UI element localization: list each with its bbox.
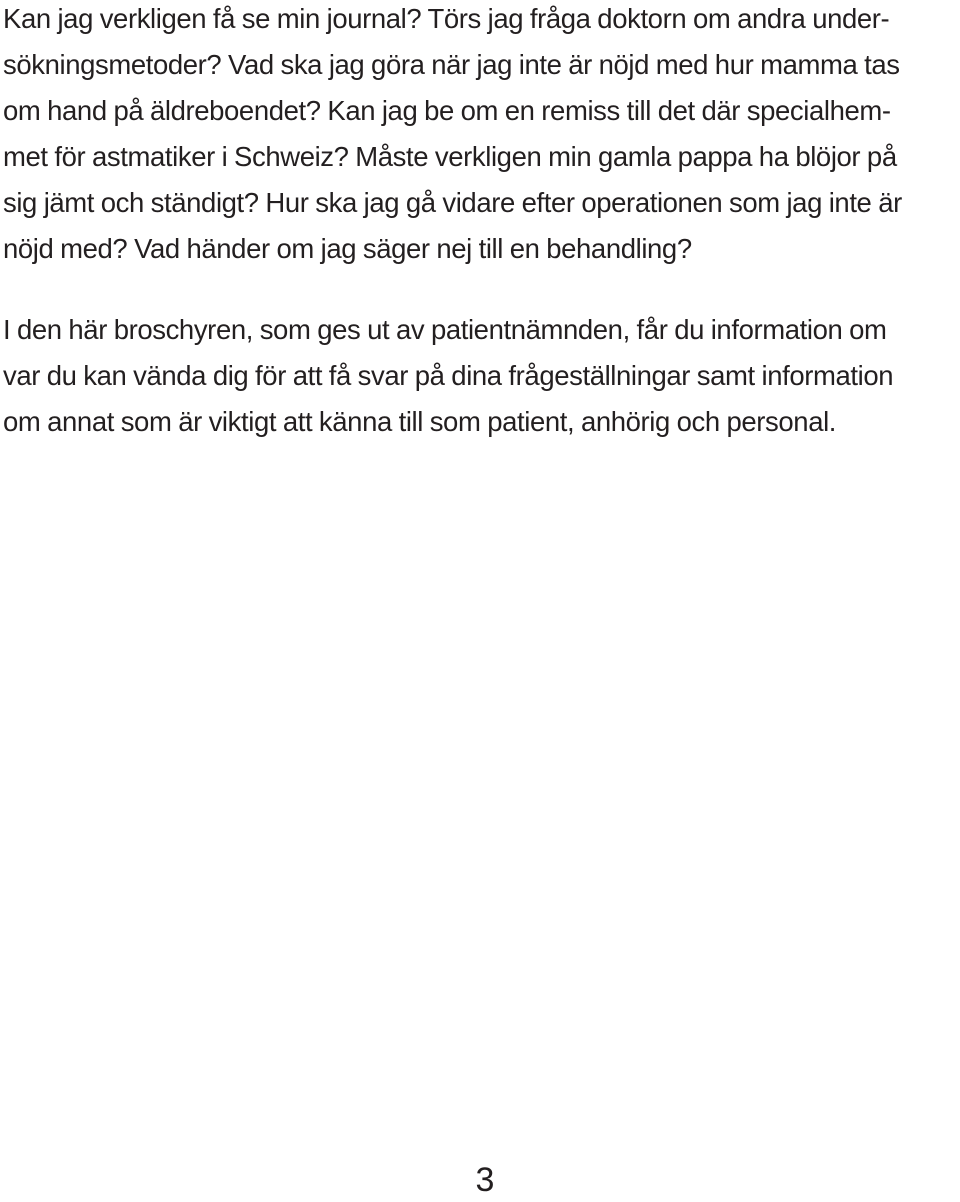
paragraph-line: met för astmatiker i Schweiz? Måste verkligen min gamla pappa ha blöjor på bbox=[3, 141, 897, 172]
paragraph-line: I den här broschyren, som ges ut av patientnämnden, får du information om bbox=[3, 314, 887, 345]
intro-questions-paragraph bbox=[3, 0, 957, 272]
paragraph-line: var du kan vända dig för att få svar på dina frågeställningar samt information bbox=[3, 360, 894, 391]
page-number: 3 bbox=[475, 1161, 495, 1199]
paragraph-line: nöjd med? Vad händer om jag säger nej till en behandling? bbox=[3, 233, 692, 264]
paragraph-line: sig jämt och ständigt? Hur ska jag gå vidare efter operationen som jag inte är bbox=[3, 187, 902, 218]
paragraph-line: om hand på äldreboendet? Kan jag be om en remiss till det där specialhem- bbox=[3, 95, 891, 126]
brochure-info-paragraph bbox=[3, 307, 957, 445]
paragraph-line: Kan jag verkligen få se min journal? Törs jag fråga doktorn om andra under- bbox=[3, 3, 890, 34]
paragraph-line: sökningsmetoder? Vad ska jag göra när jag inte är nöjd med hur mamma tas bbox=[3, 49, 900, 80]
paragraph-line: om annat som är viktigt att känna till som patient, anhörig och personal. bbox=[3, 406, 837, 437]
